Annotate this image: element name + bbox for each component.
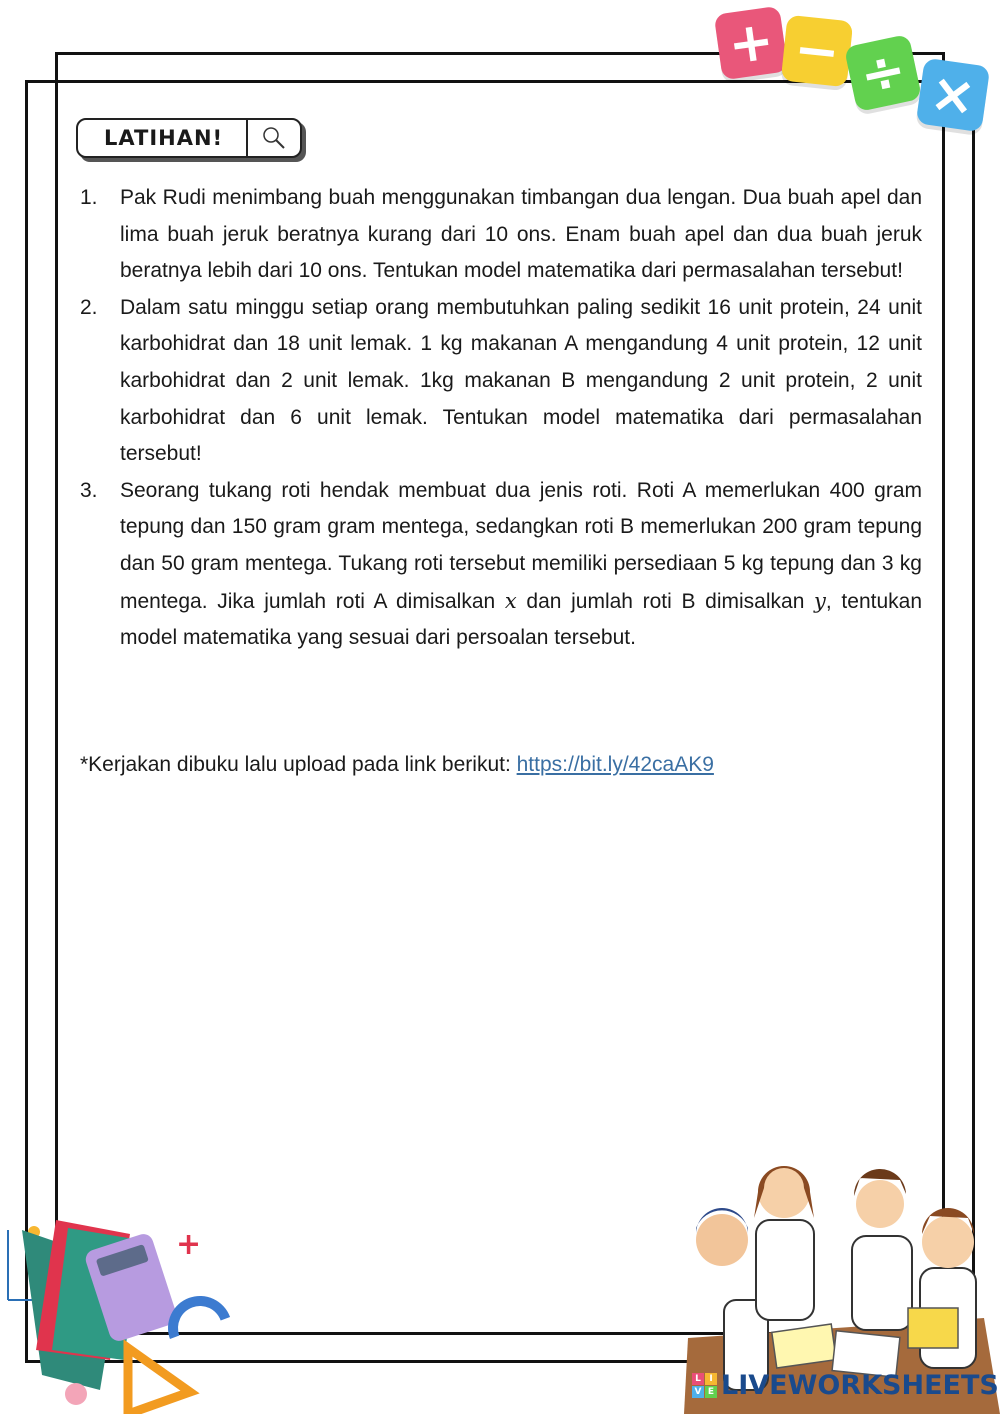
upload-note-text: *Kerjakan dibuku lalu upload pada link berikut: <box>80 753 517 776</box>
times-tile-icon <box>916 58 991 133</box>
question-item <box>80 473 922 657</box>
pink-dot-icon <box>65 1383 87 1405</box>
variable-y: y <box>814 588 826 613</box>
question-text: Pak Rudi menimbang buah menggunakan timbangan dua lengan. Dua buah apel dan lima buah jeruk beratnya kurang dari 10 ons. Enam buah apel dan dua buah jeruk beratnya lebih dari 10 ons. Tentukan model matematika dari permasalahan tersebut! <box>120 186 922 283</box>
minus-symbol: − <box>791 16 843 85</box>
plus-symbol: + <box>724 8 778 77</box>
question-text <box>120 473 922 657</box>
question-text: Dalam satu minggu setiap orang membutuhkan paling sedikit 16 unit protein, 24 unit karbohidrat dan 18 unit lemak. 1 kg makanan A mengandung 4 unit protein, 12 unit karbohidrat dan 2 unit lemak. 1kg makanan B mengandung 2 unit protein, 2 unit karbohidrat dan 6 unit lemak. Tentukan model matematika dari permasalahan tersebut! <box>120 295 922 466</box>
question-text-part: dan jumlah roti B dimisalkan <box>516 589 815 613</box>
times-symbol: × <box>926 60 980 129</box>
section-header-badge <box>76 118 302 158</box>
question-list <box>80 180 922 657</box>
logo-letter: I <box>705 1373 717 1385</box>
magnifier-icon <box>248 120 300 156</box>
question-item <box>80 180 922 290</box>
divide-symbol: ÷ <box>854 36 912 109</box>
logo-letter: V <box>692 1386 704 1398</box>
question-number: 2. <box>80 295 98 319</box>
question-item <box>80 290 922 473</box>
minus-tile-icon <box>781 15 854 88</box>
student-face-icon <box>856 1180 904 1228</box>
question-text-part: , tentukan model matematika yang sesuai dari persoalan tersebut. <box>120 589 922 650</box>
plus-tile-icon <box>714 6 789 81</box>
student-face-icon <box>922 1216 974 1268</box>
question-text-part: Seorang tukang roti hendak membuat dua jenis roti. Roti A memerlukan 400 gram tepung dan 150 gram gram mentega, sedangkan roti B memerlukan 200 gram tepung dan 50 gram mentega. Tukang roti tersebut memiliki persediaan 5 kg tepung dan 3 kg mentega. Jika jumlah roti A dimisalkan <box>120 478 922 613</box>
book-icon <box>908 1308 958 1348</box>
student-face-icon <box>696 1214 748 1266</box>
liveworksheets-watermark <box>692 1370 999 1401</box>
notebook-icon <box>772 1324 836 1368</box>
divide-tile-icon <box>844 34 922 112</box>
watermark-text: LIVEWORKSHEETS <box>721 1370 999 1401</box>
section-title: LATIHAN! <box>78 120 248 156</box>
plus-sign-icon: + <box>176 1227 202 1262</box>
math-tools-illustration <box>0 1210 240 1414</box>
logo-letter: L <box>692 1373 704 1385</box>
triangle-ruler-icon <box>128 1348 190 1414</box>
liveworksheets-logo-icon <box>692 1373 717 1398</box>
upload-link[interactable]: https://bit.ly/42caAK9 <box>516 753 714 776</box>
question-number: 3. <box>80 478 98 502</box>
upload-note <box>80 747 714 783</box>
logo-letter: E <box>705 1386 717 1398</box>
question-number: 1. <box>80 186 98 209</box>
variable-x: x <box>504 588 517 613</box>
